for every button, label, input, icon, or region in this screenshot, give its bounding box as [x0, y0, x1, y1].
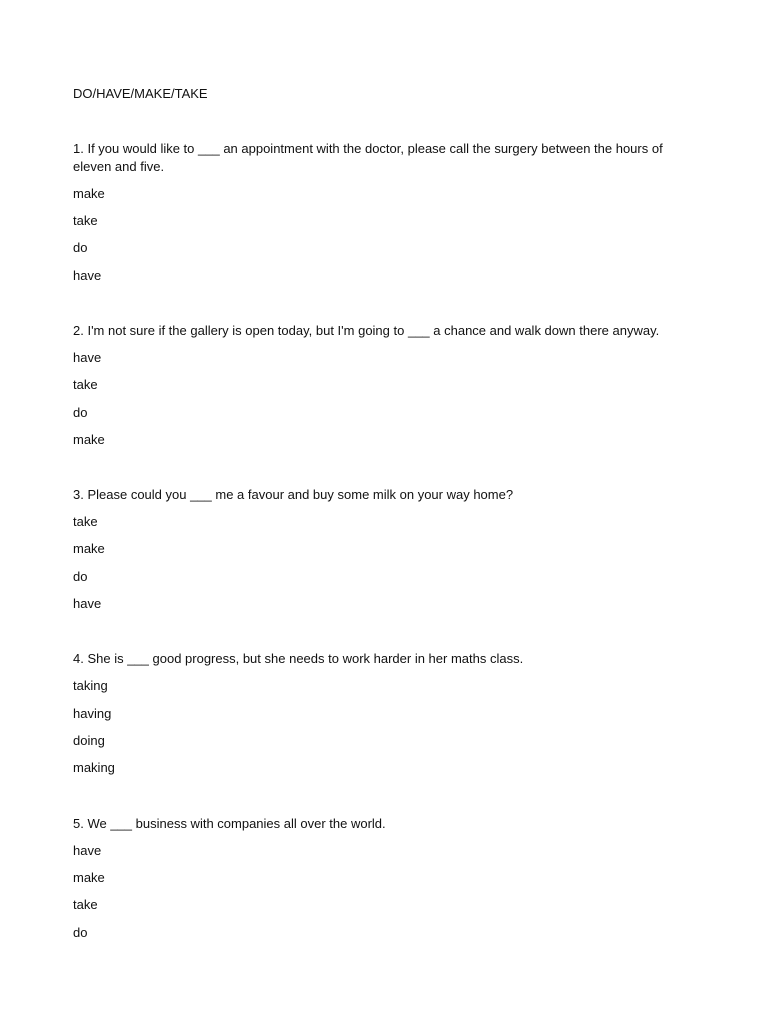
question-1-option-1: make [73, 186, 105, 201]
question-3-option-4: have [73, 596, 102, 611]
question-2-text: 2. I'm not sure if the gallery is open today, but I'm going to ___ a chance and walk down there anyway. [73, 323, 660, 338]
question-2-option-3: do [73, 405, 88, 420]
question-4-text: 4. She is ___ good progress, but she needs to work harder in her maths class. [73, 651, 524, 666]
question-1-option-3: do [73, 240, 88, 255]
page-title: DO/HAVE/MAKE/TAKE [73, 86, 208, 101]
question-3-option-2: make [73, 541, 105, 556]
question-2-option-2: take [73, 377, 98, 392]
question-3-option-1: take [73, 514, 98, 529]
question-1-text: 1. If you would like to ___ an appointment with the doctor, please call the surgery between the hours of eleven and five. [73, 141, 663, 174]
question-3-option-3: do [73, 569, 88, 584]
question-2-option-4: make [73, 432, 105, 447]
question-5-option-3: take [73, 897, 98, 912]
question-5-text: 5. We ___ business with companies all over the world. [73, 816, 386, 831]
question-4-option-4: making [73, 760, 115, 775]
question-2-option-1: have [73, 350, 102, 365]
question-1-option-2: take [73, 213, 98, 228]
question-4-option-1: taking [73, 678, 108, 693]
question-4-option-2: having [73, 706, 112, 721]
question-4-option-3: doing [73, 733, 105, 748]
question-5-option-1: have [73, 843, 102, 858]
question-1-option-4: have [73, 268, 102, 283]
question-5-option-2: make [73, 870, 105, 885]
question-3-text: 3. Please could you ___ me a favour and buy some milk on your way home? [73, 487, 514, 502]
question-5-option-4: do [73, 925, 88, 940]
